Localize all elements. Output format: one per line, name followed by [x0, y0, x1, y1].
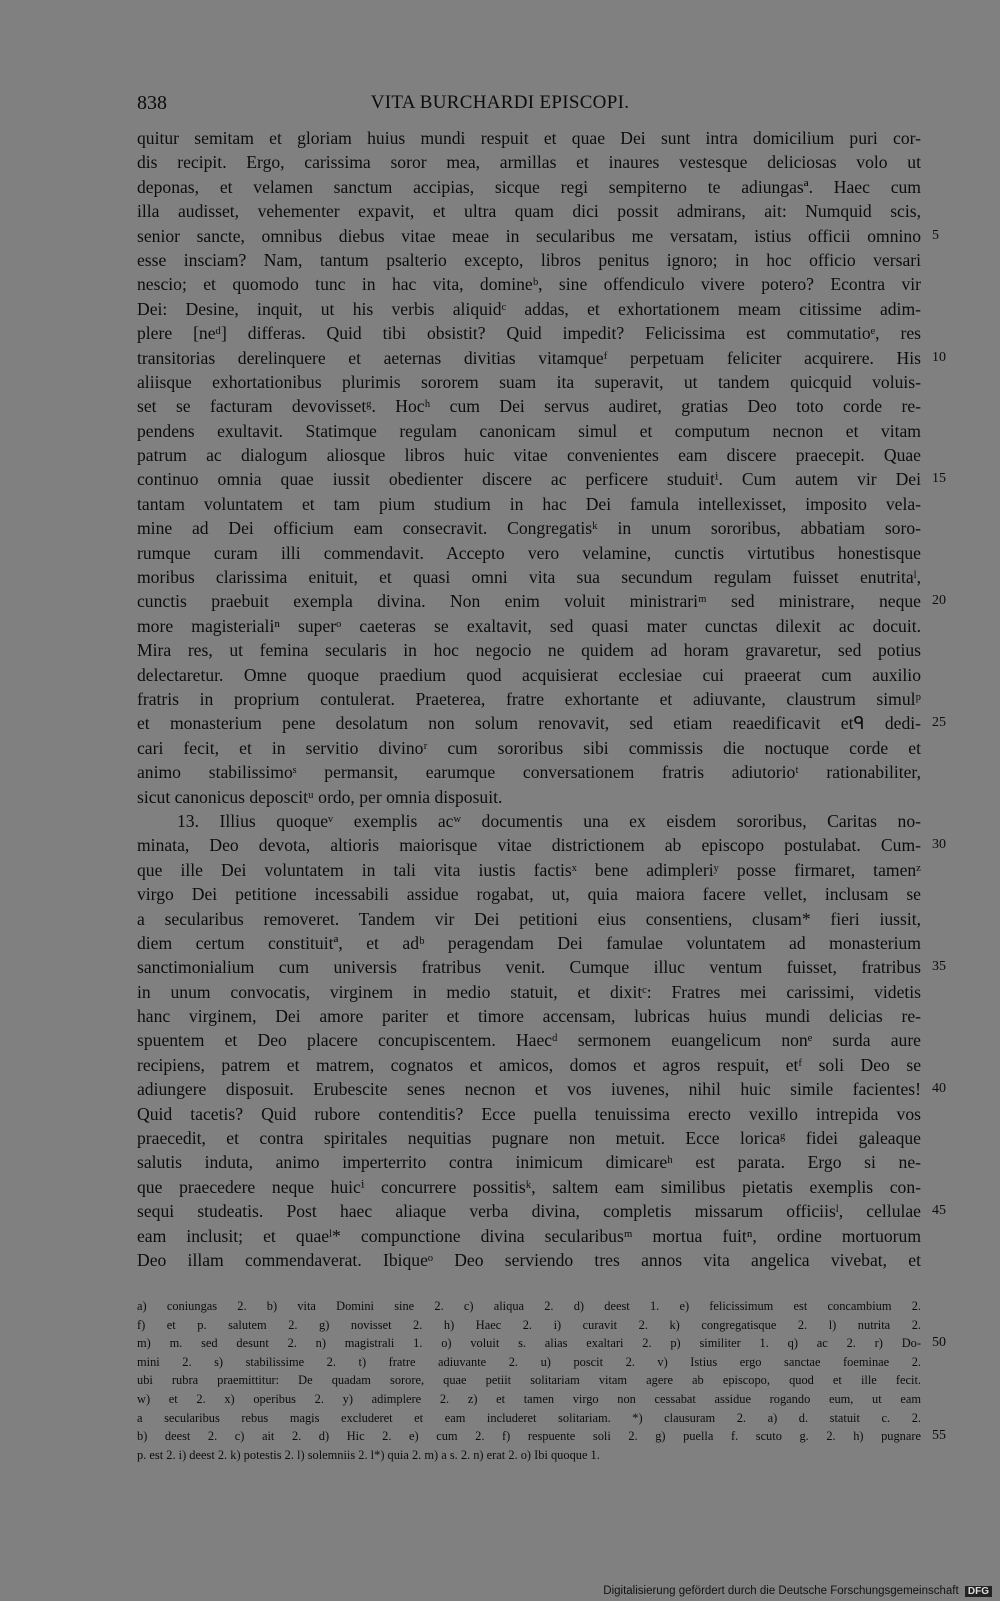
text-line-text: 13. Illius quoqueᵛ exemplis acʷ documentis una ex eisdem sororibus, Caritas no-	[177, 810, 921, 831]
text-line	[137, 297, 921, 321]
line-number: 5	[932, 227, 939, 243]
funding-credit	[603, 1585, 992, 1597]
text-line-text: virgo Dei petitione incessabili assidue rogabat, ut, quia maiora facere vellet, inclusam se	[137, 884, 921, 905]
text-line	[137, 516, 921, 540]
text-line	[137, 1224, 921, 1248]
text-line-text: a secularibus removeret. Tandem vir Dei petitioni eius consentiens, clusam* fieri iussit,	[137, 908, 921, 929]
footnote-line	[137, 1371, 921, 1390]
text-line-text: recipiens, patrem et matrem, cognatos et amicos, domos et agros respuit, etᶠ soli Deo se	[137, 1054, 921, 1075]
text-line-text: spuentem et Deo placere concupiscentem. Haecᵈ sermonem euangelicum nonᵉ surda aure	[137, 1030, 921, 1051]
text-line-text: sequi studeatis. Post haec aliaque verba divina, completis missarum officiisˡ, cellulae	[137, 1201, 921, 1222]
text-line-text: plere [neᵈ] differas. Quid tibi obsistit? Quid impedit? Felicissima est commutatioᵉ, res	[137, 323, 921, 344]
text-line-text: nescio; et quomodo tunc in hac vita, domineᵇ, sine offendiculo vivere potero? Econtra vir	[137, 274, 921, 295]
text-line-text: deponas, et velamen sanctum accipias, sicque regi sempiterno te adiungasª. Haec cum	[137, 176, 921, 197]
text-line-text: tantam voluntatem et tam pium studium in hac Dei famula intellexisset, imposito vela-	[137, 493, 921, 514]
footnote-line-text: m) m. sed desunt 2. n) magistrali 1. o) voluit s. alias exaltari 2. p) similiter 1. q) ac 2. r) Do-	[137, 1336, 921, 1351]
text-line	[137, 736, 921, 760]
page-number: 838	[137, 92, 167, 114]
text-line	[137, 272, 921, 296]
text-line	[137, 394, 921, 418]
text-line	[137, 419, 921, 443]
text-line	[137, 614, 921, 638]
text-line-text: mine ad Dei officium eam consecravit. Congregatisᵏ in unum sororibus, abbatiam soro-	[137, 518, 921, 539]
text-line-text: aliisque exhortationibus plurimis sororem suam ita superavit, ut tandem quicquid voluis-	[137, 371, 921, 392]
text-line-text: minata, Deo devota, altioris maiorisque vitae districtionem ab episcopo postulabat. Cum-	[137, 835, 921, 856]
text-line	[137, 199, 921, 223]
text-line	[137, 809, 921, 833]
text-line-text: animo stabilissimoˢ permansit, earumque conversationem fratris adiutorioᵗ rationabiliter,	[137, 762, 921, 783]
footnote-line-text: ubi rubra praemittitur: De quadam sorore, quae petiit solitariam vitam agere ab episcopo, quod et ille fecit.	[137, 1373, 921, 1388]
text-line	[137, 1028, 921, 1052]
text-line	[137, 931, 921, 955]
text-line	[137, 1126, 921, 1150]
text-line-text: hanc virginem, Dei amore pariter et timore accensam, lubricas huius mundi delicias re-	[137, 1006, 921, 1027]
text-line	[137, 907, 921, 931]
text-line	[137, 467, 946, 491]
text-line-text: praecedit, et contra spiritales nequitias pugnare non metuit. Ecce loricaᵍ fidei galeaque	[137, 1128, 921, 1149]
line-number: 30	[932, 837, 946, 853]
text-line-text: diem certum constituitª, et adᵇ peragendam Dei famulae voluntatem ad monasterium	[137, 932, 921, 953]
text-line	[137, 346, 946, 370]
footnote-line-text: a secularibus rebus magis excluderet et eam includeret solitariam. *) clausuram 2. a) d. statuit c. 2.	[137, 1410, 921, 1425]
text-line-text: sicut canonicus deposcitᵘ ordo, per omnia disposuit.	[137, 786, 503, 807]
text-line	[137, 687, 921, 711]
text-line	[137, 1004, 921, 1028]
text-line	[137, 541, 921, 565]
text-line	[137, 1077, 946, 1101]
text-line	[137, 1150, 921, 1174]
footnote-line	[137, 1446, 921, 1465]
text-line	[137, 492, 921, 516]
text-line-text: Dei: Desine, inquit, ut his verbis aliquidᶜ addas, et exhortationem meam citissime adim-	[137, 298, 921, 319]
text-line	[137, 760, 921, 784]
text-line	[137, 443, 921, 467]
text-line	[137, 638, 921, 662]
line-number: 55	[932, 1428, 946, 1444]
text-line	[137, 711, 946, 735]
text-line	[137, 370, 921, 394]
main-text	[137, 126, 946, 1272]
text-line-text: patrum ac dialogum aliosque libros huic vitae convenientes eam discere praecepit. Quae	[137, 445, 921, 466]
text-line	[137, 248, 921, 272]
text-line-text: transitorias derelinquere et aeternas divitias vitamqueᶠ perpetuam feliciter acquirere. His	[137, 347, 921, 368]
text-line	[137, 785, 921, 809]
text-line-text: que praecedere neque huicⁱ concurrere possitisᵏ, saltem eam similibus pietatis exemplis con-	[137, 1176, 921, 1197]
text-line-text: Mira res, ut femina secularis in hoc negocio ne quidem ad horam gravaretur, sed potius	[137, 640, 921, 661]
line-number: 10	[932, 349, 946, 365]
text-line-text: delectaretur. Omne quoque praedium quod acquisierat ecclesiae cui praeerat cum auxilio	[137, 664, 921, 685]
text-line	[137, 1102, 921, 1126]
text-line-text: continuo omnia quae iussit obedienter discere ac perficere studuitⁱ. Cum autem vir Dei	[137, 469, 921, 490]
footnote-line	[137, 1334, 946, 1353]
text-line-text: more magisterialiⁿ superᵒ caeteras se exaltavit, sed quasi mater cunctas dilexit ac docuit.	[137, 615, 921, 636]
text-line-text: adiungere disposuit. Erubescite senes necnon et vos iuvenes, nihil huic simile facientes!	[137, 1079, 921, 1100]
text-line	[137, 882, 921, 906]
footnote-line	[137, 1353, 921, 1372]
footnote-line	[137, 1316, 921, 1335]
text-line-text: pendens exultavit. Statimque regulam canonicam simul et computum necnon et vitam	[137, 420, 921, 441]
line-number: 15	[932, 471, 946, 487]
text-line	[137, 589, 946, 613]
line-number: 20	[932, 593, 946, 609]
text-line-text: dis recipit. Ergo, carissima soror mea, armillas et inaures vestesque deliciosas volo ut	[137, 152, 921, 173]
footnote-line-text: p. est 2. i) deest 2. k) potestis 2. l) solemniis 2. l*) quia 2. m) a s. 2. n) erat 2. o) Ibi quoque 1.	[137, 1447, 600, 1462]
text-line	[137, 1053, 921, 1077]
text-line-text: illa audisset, vehementer expavit, et ultra quam dici possit admirans, ait: Numquid scis,	[137, 201, 921, 222]
footnote-line	[137, 1427, 946, 1446]
text-line-text: salutis induta, animo imperterrito contra inimicum dimicareʰ est parata. Ergo si ne-	[137, 1152, 921, 1173]
line-number: 45	[932, 1203, 946, 1219]
text-line-text: senior sancte, omnibus diebus vitae meae in secularibus me versatam, istius officii omnino	[137, 225, 921, 246]
text-line-text: et monasterium pene desolatum non solum renovavit, sed etiam reaedificavit etᑫ dedi-	[137, 713, 921, 734]
text-line	[137, 858, 921, 882]
footnote-line-text: a) coniungas 2. b) vita Domini sine 2. c) aliqua 2. d) deest 1. e) felicissimum est concambium 2.	[137, 1299, 921, 1313]
text-line	[137, 126, 921, 150]
running-header	[0, 92, 1000, 118]
text-line	[137, 565, 921, 589]
text-line	[137, 1175, 921, 1199]
text-line-text: fratris in proprium contulerat. Praeterea, fratre exhortante et adiuvante, claustrum simulᵖ	[137, 688, 921, 709]
text-line-text: que ille Dei voluntatem in tali vita iustis factisˣ bene adimpleriʸ posse firmaret, tamenᶻ	[137, 859, 921, 880]
text-line-text: sanctimonialium cum universis fratribus venit. Cumque illuc ventum fuisset, fratribus	[137, 957, 921, 978]
text-line-text: cari fecit, et in servitio divinoʳ cum sororibus sibi commissis die noctuque corde et	[137, 737, 921, 758]
text-line-text: rumque curam illi commendavit. Accepto vero velamine, cunctis virtutibus honestisque	[137, 542, 921, 563]
line-number: 25	[932, 715, 946, 731]
text-line-text: Quid tacetis? Quid rubore contenditis? Ecce puella tenuissima erecto vexillo intrepida vos	[137, 1103, 921, 1124]
footnote-line-text: f) et p. salutem 2. g) novisset 2. h) Haec 2. i) curavit 2. k) congregatisque 2. l) nutrita 2.	[137, 1317, 921, 1332]
line-number: 40	[932, 1081, 946, 1097]
running-title: VITA BURCHARDI EPISCOPI.	[370, 92, 630, 113]
text-line	[137, 833, 946, 857]
footnote-line-text: w) et 2. x) operibus 2. y) adimplere 2. z) et tamen virgo non cessabat assidue rogando eum, ut eam	[137, 1391, 921, 1406]
credit-text: Digitalisierung gefördert durch die Deutsche Forschungsgemeinschaft	[603, 1585, 959, 1597]
text-line-text: moribus clarissima enituit, et quasi omni vita sua secundum regulam fuisset enutritaˡ,	[137, 567, 921, 588]
footnotes	[137, 1297, 946, 1464]
line-number: 50	[932, 1335, 946, 1351]
text-line	[137, 663, 921, 687]
text-line	[137, 321, 921, 345]
text-line	[137, 955, 946, 979]
text-line	[137, 1199, 946, 1223]
text-line	[137, 224, 939, 248]
footnote-line	[137, 1390, 921, 1409]
text-line-text: Deo illam commendaverat. Ibiqueᵒ Deo serviendo tres annos vita angelica vivebat, et	[137, 1249, 921, 1270]
text-line-text: eam inclusit; et quaeˡ* compunctione divina secularibusᵐ mortua fuitⁿ, ordine mortuorum	[137, 1225, 921, 1246]
text-line	[137, 175, 921, 199]
text-line-text: quitur semitam et gloriam huius mundi respuit et quae Dei sunt intra domicilium puri cor-	[137, 128, 921, 148]
footnote-line	[137, 1409, 921, 1428]
text-line	[137, 150, 921, 174]
footnote-line	[137, 1297, 921, 1316]
line-number: 35	[932, 959, 946, 975]
text-line-text: set se facturam devovissetᵍ. Hocʰ cum Dei servus audiret, gratias Deo toto corde re-	[137, 396, 921, 417]
text-line-text: cunctis praebuit exempla divina. Non enim voluit ministrariᵐ sed ministrare, neque	[137, 591, 921, 612]
dfg-logo: DFG	[965, 1586, 992, 1597]
text-line-text: in unum convocatis, virginem in medio statuit, et dixitᶜ: Fratres mei carissimi, videtis	[137, 981, 921, 1002]
text-line	[137, 980, 921, 1004]
text-line	[137, 1248, 921, 1272]
footnote-line-text: mini 2. s) stabilissime 2. t) fratre adiuvante 2. u) poscit 2. v) Istius ergo sanctae foeminae 2.	[137, 1354, 921, 1369]
footnote-line-text: b) deest 2. c) ait 2. d) Hic 2. e) cum 2. f) respuente soli 2. g) puella f. scuto g. 2. h) pugnare	[137, 1429, 921, 1444]
text-line-text: esse insciam? Nam, tantum psalterio excepto, libros penitus ignoro; in hoc officio versari	[137, 249, 921, 270]
